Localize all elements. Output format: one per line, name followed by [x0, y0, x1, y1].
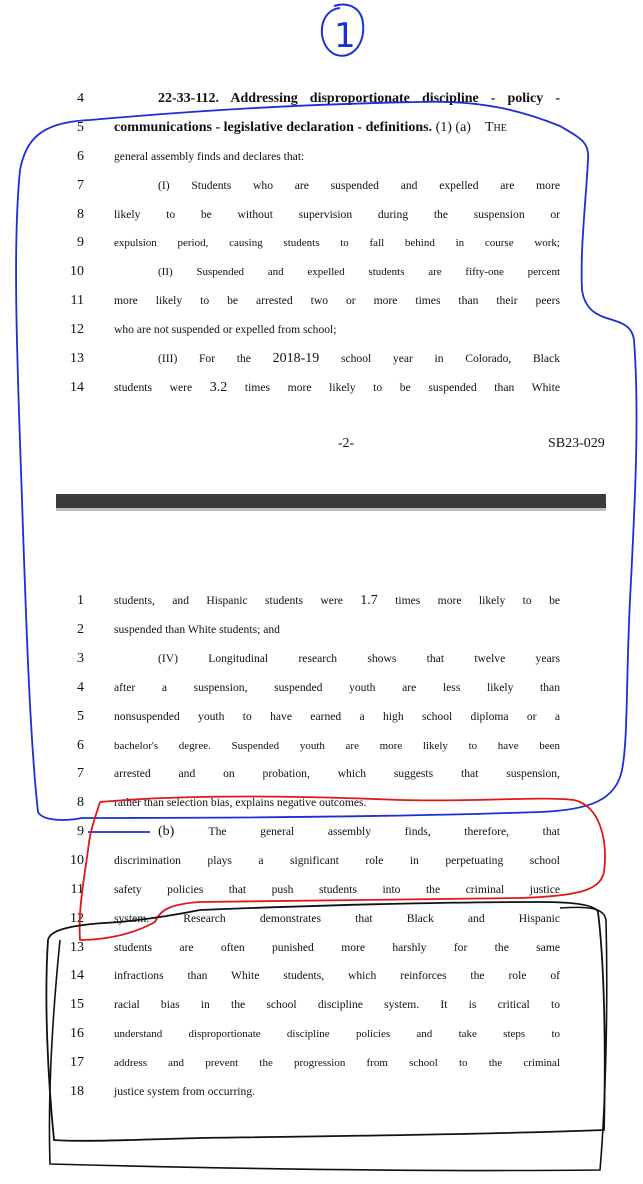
line-number: 17	[70, 1055, 84, 1070]
body-line: infractions than White students, which reinforces the role of	[114, 969, 560, 982]
number-circle-stroke	[322, 5, 363, 56]
line-number: 14	[70, 380, 84, 395]
page-number: -2-	[337, 436, 355, 451]
body-line: bachelor's degree. Suspended youth are more likely to have been	[114, 740, 560, 752]
body-line: safety policies that push students into the criminal justice	[114, 883, 560, 896]
ratio-value: 1.7	[360, 593, 378, 608]
body-line: address and prevent the progression from school to the criminal	[114, 1057, 560, 1069]
body-line: suspended than White students; and	[114, 623, 280, 636]
line-number: 7	[77, 178, 84, 193]
black-annotation-outline	[46, 902, 604, 1141]
text-segment: The general assembly finds, therefore, that	[208, 825, 561, 838]
body-line: after a suspension, suspended youth are less likely than	[114, 681, 560, 694]
line-number: 9	[77, 824, 84, 839]
body-line: racial bias in the school discipline system. It is critical to	[114, 998, 560, 1011]
text-segment: times more likely to be suspended than White	[227, 381, 561, 394]
body-line: who are not suspended or expelled from school;	[114, 323, 337, 336]
body-line	[158, 823, 560, 841]
line-number: 4	[77, 91, 84, 106]
line-number: 5	[77, 120, 84, 135]
page-divider	[56, 494, 606, 508]
handwritten-number: 1	[334, 16, 356, 56]
body-line: arrested and on probation, which suggests that suspension,	[114, 767, 560, 780]
line-number: 12	[70, 322, 84, 337]
line-number: 8	[77, 207, 84, 222]
body-line: (IV) Longitudinal research shows that twelve years	[158, 652, 560, 665]
line-number: 18	[70, 1084, 84, 1099]
body-line: nonsuspended youth to have earned a high school diploma or a	[114, 710, 560, 723]
line-number: 6	[77, 738, 84, 753]
line-number: 8	[77, 795, 84, 810]
line-number: 1	[77, 593, 84, 608]
body-line: more likely to be arrested two or more times than their peers	[114, 294, 560, 307]
line-number: 9	[77, 235, 84, 250]
body-line: students are often punished more harshly for the same	[114, 941, 560, 954]
handwritten-circled-number	[322, 5, 363, 57]
line-number: 2	[77, 622, 84, 637]
body-line: justice system from occurring.	[114, 1085, 256, 1098]
section-heading: 22-33-112. Addressing disproportionate discipline - policy -	[158, 91, 560, 106]
text-segment: times more likely to be	[377, 594, 561, 607]
body-line: discrimination plays a significant role in perpetuating school	[114, 854, 560, 867]
text-segment: students, and Hispanic students were	[114, 594, 361, 607]
text-segment: school year in Colorado, Black	[319, 352, 560, 365]
line-number: 3	[77, 651, 84, 666]
ratio-value: 3.2	[209, 380, 228, 395]
line-number: 7	[77, 766, 84, 781]
body-line	[158, 350, 560, 368]
text-segment: (III) For the	[158, 352, 273, 365]
subsection-marker: (b)	[158, 824, 209, 839]
bill-number: SB23-029	[548, 436, 605, 451]
line-number: 10	[70, 853, 84, 868]
line-number: 13	[70, 940, 84, 955]
line-number: 10	[70, 264, 84, 279]
year-value: 2018-19	[272, 351, 320, 366]
body-line	[114, 592, 560, 610]
heading-subsection: (1) (a)	[432, 120, 471, 135]
body-line	[114, 379, 560, 397]
section-heading-continued	[114, 119, 560, 137]
body-line: likely to be without supervision during the suspension or	[114, 208, 560, 221]
line-number: 16	[70, 1026, 84, 1041]
line-number: 11	[70, 293, 84, 308]
body-line: (II) Suspended and expelled students are fifty-one percent	[158, 266, 560, 278]
body-line: system. Research demonstrates that Black and Hispanic	[114, 912, 560, 925]
line-number: 11	[70, 882, 84, 897]
line-number: 6	[77, 149, 84, 164]
text-segment: students were	[114, 381, 210, 394]
body-line: (I) Students who are suspended and expelled are more	[158, 179, 560, 192]
line-number: 14	[70, 968, 84, 983]
line-number: 4	[77, 680, 84, 695]
line-number: 5	[77, 709, 84, 724]
line-number: 13	[70, 351, 84, 366]
line-number: 12	[70, 911, 84, 926]
line-number: 15	[70, 997, 84, 1012]
body-line: general assembly finds and declares that:	[114, 150, 305, 163]
heading-bold-text: communications - legislative declaration - definitions.	[114, 120, 433, 135]
body-line: understand disproportionate discipline policies and take steps to	[114, 1028, 560, 1040]
body-line: rather than selection bias, explains negative outcomes.	[114, 796, 367, 809]
heading-first-word: The	[484, 120, 507, 135]
body-line: expulsion period, causing students to fall behind in course work;	[114, 237, 560, 249]
